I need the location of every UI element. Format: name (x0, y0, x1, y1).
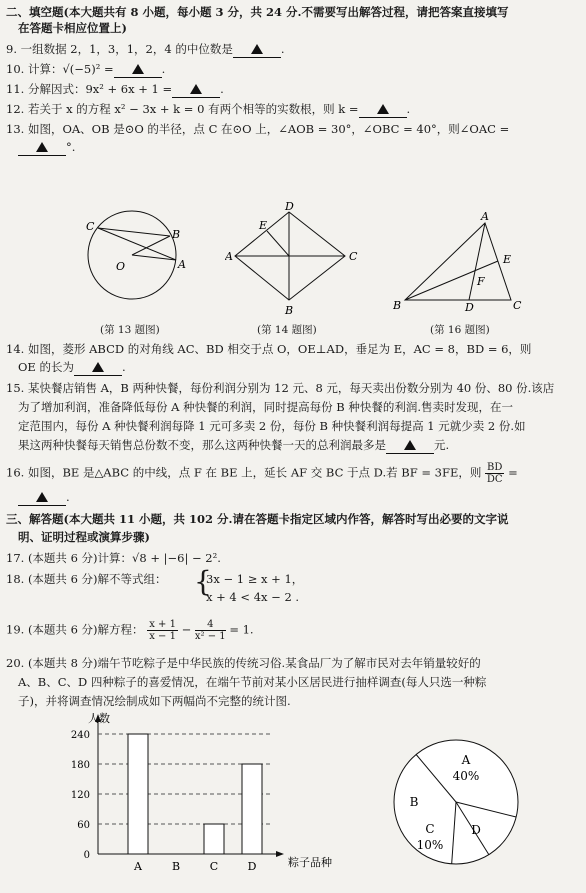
pie-slice-label: C (425, 822, 435, 836)
question-13-line1: 13. 如图，OA、OB 是⊙O 的半径，点 C 在⊙O 上，∠AOB = 30°，∠OBC = 40°，则∠OAC = (6, 122, 510, 136)
x-axis-arrow-icon (276, 851, 284, 857)
label-c: C (86, 220, 95, 233)
question-19 (6, 619, 254, 642)
x-tick-label: A (134, 860, 142, 873)
q16-frac-den: DC (486, 474, 503, 485)
q18-ineq1: 3x − 1 ≥ x + 1， (206, 572, 304, 586)
section2-title-line1: 二、填空题(本大题共有 8 小题，每小题 3 分，共 24 分.不需要写出解答过程，请把答案直接填写 (6, 5, 509, 19)
triangle-icon (36, 142, 48, 152)
q19-fraction1 (147, 619, 178, 642)
pie-slice-percent: 10% (416, 838, 444, 852)
caption-fig16: (第 16 题图) (430, 324, 490, 336)
x-tick-label: B (171, 860, 181, 873)
caption-fig14: (第 14 题图) (257, 324, 317, 336)
bar-chart (60, 712, 350, 890)
q16-frac-num: BD (487, 462, 503, 473)
answer-blank (172, 82, 220, 98)
pie-slice-percent: 40% (452, 769, 480, 783)
q19-fraction2 (195, 619, 226, 642)
q19-f2-den: x² − 1 (194, 631, 226, 642)
q10-text: 10. 计算：√(−5)² = (6, 62, 114, 76)
label-a: A (178, 258, 186, 271)
question-14-line2: OE 的长为 . (18, 360, 126, 374)
triangle-abc (405, 223, 511, 300)
question-15-line2: 为了增加利润，准备降低每份 A 种快餐的利润，同时提高每份 B 种快餐的利润.售卖时发现，在一 (18, 400, 514, 414)
label-o: O (116, 260, 126, 273)
triangle-icon (404, 440, 416, 450)
triangle-icon (36, 492, 48, 502)
x-tick-label: C (209, 860, 219, 873)
triangle-icon (92, 362, 104, 372)
answer-blank (233, 42, 281, 58)
triangle-icon (377, 104, 389, 114)
q16-text: 16. 如图，BE 是△ABC 的中线，点 F 在 BE 上，延长 AF 交 BC 于点 D.若 BF = 3FE，则 (6, 465, 482, 480)
q14-text: OE 的长为 (18, 360, 74, 374)
segment-oe (267, 231, 289, 256)
label-a: A (225, 250, 233, 263)
label-e: E (503, 253, 512, 266)
triangle-icon (251, 44, 263, 54)
q12-text: 12. 若关于 x 的方程 x² − 3x + k = 0 有两个相等的实数根，则 k = (6, 102, 359, 116)
question-16-line2: . (18, 490, 70, 506)
question-15-line1: 15. 某快餐店销售 A，B 两种快餐，每份利润分别为 12 元、8 元，每天卖出份数分别为 40 份、80 份.该店 (6, 381, 555, 395)
question-16-line1 (6, 462, 518, 485)
q16-fraction (485, 462, 504, 485)
label-b: B (285, 304, 294, 317)
bar (242, 764, 262, 854)
q19-f2-num: 4 (195, 619, 226, 631)
question-20-line1: 20. (本题共 8 分)端午节吃粽子是中华民族的传统习俗.某食品厂为了解市民对去年销量较好的 (6, 656, 481, 670)
label-e: E (259, 219, 268, 232)
question-17: 17. (本题共 6 分)计算：√8 + |−6| − 2². (6, 551, 221, 565)
q13-end: °. (66, 140, 76, 154)
q19-label: 19. (本题共 6 分)解方程： (6, 622, 144, 637)
answer-blank (18, 490, 66, 506)
answer-blank (114, 62, 162, 78)
y-axis-label: 人数 (88, 712, 110, 725)
y-tick-label: 180 (70, 760, 90, 771)
y-tick-label: 60 (77, 820, 90, 831)
q15-text: 果这两种快餐每天销售总份数不变，那么这两种快餐一天的总利润最多是 (18, 438, 386, 452)
figure-13 (70, 200, 200, 315)
question-10: 10. 计算：√(−5)² = . (6, 62, 166, 76)
y-tick-label: 0 (83, 850, 90, 861)
question-14-line1: 14. 如图，菱形 ABCD 的对角线 AC、BD 相交于点 O，OE⊥AD，垂足为 E，AC = 8，BD = 6，则 (6, 342, 532, 356)
label-c: C (349, 250, 358, 263)
segment-ad (469, 223, 485, 300)
question-12: 12. 若关于 x 的方程 x² − 3x + k = 0 有两个相等的实数根，则 k = . (6, 102, 411, 116)
bar (128, 734, 148, 854)
question-13-line2 (18, 140, 75, 156)
pie-chart (384, 730, 534, 880)
figure-14 (225, 200, 365, 318)
answer-blank (359, 102, 407, 118)
question-20-line2: A、B、C、D 四种粽子的喜爱情况，在端午节前对某小区居民进行抽样调查(每人只选一种粽 (18, 675, 487, 689)
q9-text: 9. 一组数据 2，1，3，1，2，4 的中位数是 (6, 42, 233, 56)
question-18-label: 18. (本题共 6 分)解不等式组： (6, 572, 167, 586)
x-axis-label: 粽子品种 (288, 856, 332, 869)
label-a: A (481, 210, 489, 223)
label-d: D (465, 301, 474, 314)
question-20-line3: 子)，并将调查情况绘制成如下两幅尚不完整的统计图. (18, 694, 291, 708)
figure-16 (393, 205, 533, 315)
question-15-line4 (18, 438, 449, 454)
section3-title-line2: 明、证明过程或演算步骤) (18, 530, 150, 544)
q19-minus: − (181, 622, 192, 637)
x-tick-label: D (247, 860, 257, 873)
bar (204, 824, 224, 854)
q11-text: 11. 分解因式：9x² + 6x + 1 = (6, 82, 173, 96)
question-15-line3: 定范围内，每份 A 种快餐利润每降 1 元可多卖 2 份，每份 B 种快餐利润每提高 1 元就少卖 2 份.如 (18, 419, 526, 433)
y-tick-label: 240 (70, 730, 90, 741)
question-11: 11. 分解因式：9x² + 6x + 1 = . (6, 82, 224, 96)
question-9: 9. 一组数据 2，1，3，1，2，4 的中位数是 . (6, 42, 285, 56)
pie-slice-label: D (471, 823, 481, 837)
pie-slice-label: B (409, 795, 419, 809)
section2-title-line2: 在答题卡相应位置上) (18, 21, 127, 35)
q16-eq: = (508, 465, 518, 480)
answer-blank (18, 140, 66, 156)
q18-ineq2: x + 4 < 4x − 2 . (206, 590, 300, 604)
label-c: C (513, 299, 522, 312)
caption-fig13: (第 13 题图) (100, 324, 160, 336)
section3-title-line1: 三、解答题(本大题共 11 小题，共 102 分.请在答题卡指定区域内作答，解答时写出必要的文字说 (6, 512, 509, 526)
label-b: B (393, 299, 402, 312)
q15-unit: 元. (434, 438, 450, 452)
answer-blank (386, 438, 434, 454)
triangle-icon (190, 84, 202, 94)
q19-end: = 1. (229, 622, 254, 637)
q19-f1-num: x + 1 (149, 619, 176, 630)
q19-f1-den: x − 1 (149, 631, 176, 642)
label-d: D (285, 200, 294, 213)
y-tick-label: 120 (70, 790, 90, 801)
label-b: B (172, 228, 181, 241)
answer-blank (74, 360, 122, 376)
triangle-icon (132, 64, 144, 74)
brace-icon: { (194, 565, 212, 598)
label-f: F (477, 275, 485, 288)
segment-ob (132, 236, 170, 255)
pie-slice-label: A (461, 753, 471, 767)
